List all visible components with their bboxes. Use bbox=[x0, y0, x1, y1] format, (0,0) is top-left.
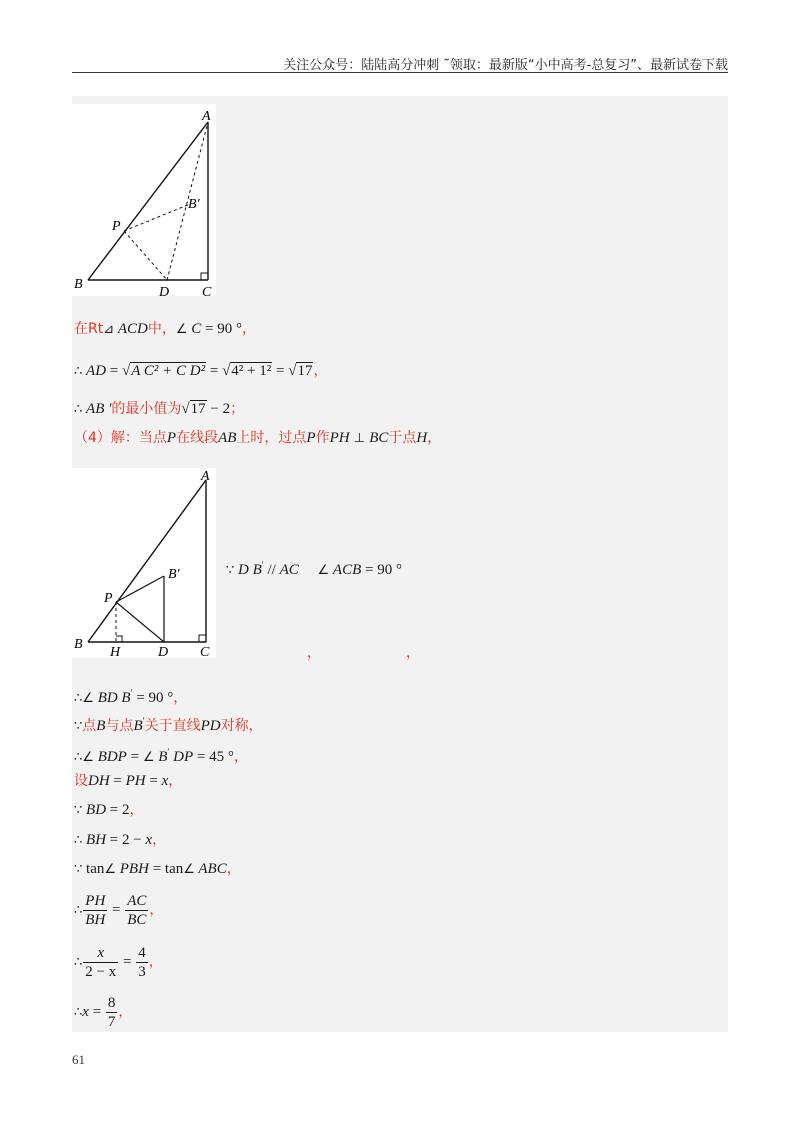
text-bc: BC bbox=[369, 430, 389, 446]
text-x: x bbox=[161, 773, 169, 789]
page-header: 关注公众号：陆陆高分冲刺 ˜领取：最新版“小中高考-总复习”、最新试卷下载 bbox=[283, 58, 728, 73]
sqrt-17: 17 bbox=[190, 401, 206, 417]
step-rt-triangle bbox=[74, 318, 256, 341]
text-part4-intro: （4）解：当点 bbox=[74, 430, 167, 446]
text-let: 设 bbox=[74, 773, 88, 789]
angle-symbol: ∠ bbox=[317, 563, 330, 578]
figure-1 bbox=[72, 104, 216, 296]
eq: = bbox=[119, 954, 136, 970]
prime-mark: ′ bbox=[130, 688, 133, 698]
eq: = bbox=[272, 363, 289, 379]
fig2-label-b-prime: B′ bbox=[168, 567, 180, 582]
punct: ， bbox=[226, 861, 241, 877]
text-ab-prime: AB ′ bbox=[86, 401, 112, 417]
text-bdb: BD B bbox=[93, 690, 131, 706]
fig1-label-p: P bbox=[112, 219, 121, 234]
text-zhong: 中， bbox=[147, 321, 176, 337]
text-eq-90: = 90 ° bbox=[361, 562, 402, 578]
because-symbol: ∵ bbox=[74, 719, 83, 734]
text-eq-2-minus: = 2 − bbox=[106, 832, 146, 848]
punct: ， bbox=[173, 690, 188, 706]
sqrt-17: 17 bbox=[297, 363, 313, 379]
comma-b: ， bbox=[406, 646, 420, 661]
punct: ， bbox=[233, 749, 248, 765]
therefore-symbol: ∴ bbox=[74, 903, 83, 918]
solution-panel bbox=[72, 96, 728, 1032]
figure-1-diagram bbox=[72, 104, 216, 296]
because-symbol: ∵ bbox=[74, 803, 83, 818]
eq: = bbox=[109, 773, 126, 789]
text-tan: tan bbox=[82, 861, 105, 877]
eq: = bbox=[106, 363, 122, 379]
therefore-symbol: ∴ bbox=[74, 402, 83, 417]
punct: ， bbox=[129, 802, 144, 818]
text-zai-rt: 在Rt bbox=[74, 321, 104, 337]
therefore-symbol: ∴ bbox=[74, 691, 83, 706]
page-number: 61 bbox=[72, 1052, 85, 1067]
text-bdp: BDP bbox=[93, 749, 127, 765]
text-bh: BH bbox=[82, 832, 107, 848]
therefore-symbol: ∴ bbox=[74, 955, 83, 970]
eq: = bbox=[145, 773, 162, 789]
text-at-point: 于点 bbox=[388, 430, 417, 446]
eq: = bbox=[88, 1004, 105, 1020]
fig2-label-d: D bbox=[158, 645, 169, 658]
text-eq-45: = 45 ° bbox=[193, 749, 234, 765]
step-angle-45 bbox=[74, 741, 248, 769]
punct: ， bbox=[149, 902, 164, 918]
text-db: D B bbox=[238, 562, 262, 578]
angle-symbol: ∠ bbox=[82, 750, 94, 765]
text-b: B bbox=[154, 749, 168, 765]
text-about-line: 关于直线 bbox=[144, 718, 201, 734]
fig1-label-b-prime: B′ bbox=[188, 197, 200, 212]
prime-mark: ′ bbox=[167, 747, 170, 757]
step-symmetric bbox=[74, 710, 263, 738]
step-part-4 bbox=[74, 427, 441, 450]
fraction-8-7: $\frac{8}{7}$ bbox=[107, 995, 116, 1031]
punct: ， bbox=[313, 363, 328, 379]
perp-symbol: ⊥ bbox=[349, 431, 370, 446]
text-ph: PH bbox=[329, 430, 350, 446]
eq: = bbox=[126, 749, 143, 765]
fig1-label-c: C bbox=[202, 285, 212, 296]
punct: ； bbox=[230, 401, 245, 417]
angle-symbol: ∠ bbox=[82, 691, 94, 706]
step-ratio bbox=[74, 890, 163, 931]
fig2-label-c: C bbox=[200, 645, 210, 658]
sqrt-ac-cd: A C² + C D² bbox=[131, 363, 206, 379]
text-eq-tan: = tan bbox=[148, 861, 184, 877]
step-bh bbox=[74, 829, 166, 852]
fraction-4-3: $\frac{4}{3}$ bbox=[138, 945, 146, 981]
text-h: H bbox=[416, 430, 428, 446]
triangle-symbol: ⊿ bbox=[103, 322, 115, 337]
text-x: x bbox=[145, 832, 153, 848]
prime-mark: ′ bbox=[142, 716, 145, 726]
step-db-parallel-ac bbox=[226, 554, 402, 582]
step-solution bbox=[74, 992, 132, 1033]
punct: ， bbox=[118, 1004, 133, 1020]
therefore-symbol: ∴ bbox=[74, 364, 83, 379]
comma-a: ， bbox=[307, 646, 321, 661]
text-pd: PD bbox=[200, 718, 221, 734]
because-symbol: ∵ bbox=[226, 563, 235, 578]
text-ph: PH bbox=[125, 773, 146, 789]
fig2-label-p: P bbox=[104, 591, 113, 606]
punct: ， bbox=[242, 321, 257, 337]
text-ad: AD bbox=[86, 363, 107, 379]
header-rule bbox=[72, 72, 728, 73]
text-acd: ACD bbox=[117, 321, 148, 337]
therefore-symbol: ∴ bbox=[74, 750, 83, 765]
angle-symbol: ∠ bbox=[142, 750, 155, 765]
text-draw: 作 bbox=[315, 430, 330, 446]
text-b: B bbox=[133, 718, 143, 734]
prime-mark: ′ bbox=[261, 560, 264, 570]
text-point: 点 bbox=[82, 718, 97, 734]
text-acb: ACB bbox=[332, 562, 362, 578]
text-bd: BD bbox=[82, 802, 107, 818]
text-dp: DP bbox=[169, 749, 194, 765]
fraction-ac-bc: $\frac{AC}{BC}$ bbox=[127, 893, 147, 929]
fig2-label-h: H bbox=[110, 645, 121, 658]
fraction-x-2-minus-x: $\frac{x}{2 - x}$ bbox=[85, 945, 117, 981]
punct: ， bbox=[168, 773, 183, 789]
eq: = bbox=[206, 363, 223, 379]
text-c: C bbox=[191, 321, 202, 337]
text-x: x bbox=[82, 1004, 89, 1020]
fig1-label-b: B bbox=[74, 277, 83, 292]
angle-symbol: ∠ bbox=[104, 862, 117, 877]
parallel-symbol: // bbox=[263, 562, 280, 578]
text-p: P bbox=[166, 430, 177, 446]
step-let-x bbox=[74, 770, 182, 792]
step-equation bbox=[74, 942, 163, 983]
text-eq-90: = 90 ° bbox=[201, 321, 243, 337]
fig2-label-a: A bbox=[201, 469, 210, 484]
step-bdb-90 bbox=[74, 682, 187, 710]
minus-2: − 2 bbox=[206, 401, 231, 417]
text-abc: ABC bbox=[194, 861, 227, 877]
text-symmetric: 对称， bbox=[220, 718, 263, 734]
eq: = bbox=[108, 902, 125, 918]
punct: ， bbox=[427, 430, 442, 446]
text-min-value: 的最小值为 bbox=[111, 401, 182, 417]
text-b: B bbox=[96, 718, 106, 734]
figure-2 bbox=[72, 468, 216, 658]
therefore-symbol: ∴ bbox=[74, 833, 83, 848]
figure-2-diagram bbox=[72, 468, 216, 658]
text-ab: AB bbox=[218, 430, 237, 446]
angle-symbol: ∠ bbox=[183, 862, 195, 877]
step-bd-2 bbox=[74, 799, 144, 822]
step-tan bbox=[74, 858, 241, 881]
text-eq-2: = 2 bbox=[106, 802, 130, 818]
text-ac: AC bbox=[279, 562, 299, 578]
step-ab-min: ∴ AB ′的最小值为√17 − 2； bbox=[74, 401, 245, 417]
fig1-label-d: D bbox=[159, 285, 170, 296]
text-p: P bbox=[306, 430, 316, 446]
because-symbol: ∵ bbox=[74, 862, 83, 877]
text-and-point: 与点 bbox=[105, 718, 134, 734]
fig1-label-a: A bbox=[202, 109, 211, 124]
punct: ， bbox=[148, 954, 163, 970]
sqrt-4-1: 4² + 1² bbox=[231, 363, 272, 379]
angle-symbol: ∠ bbox=[175, 322, 188, 337]
text-on-segment: 在线段 bbox=[176, 430, 219, 446]
punct: ， bbox=[152, 832, 167, 848]
therefore-symbol: ∴ bbox=[74, 1005, 83, 1020]
text-through-point: 上时，过点 bbox=[236, 430, 307, 446]
fraction-ph-bh: $\frac{PH}{BH}$ bbox=[85, 893, 106, 929]
text-pbh: PBH bbox=[116, 861, 149, 877]
fig2-label-b: B bbox=[74, 637, 83, 652]
step-ad-length: ∴ AD = √A C² + C D² = √4² + 1² = √17， bbox=[74, 363, 328, 379]
text-eq-90: = 90 ° bbox=[132, 690, 174, 706]
text-dh: DH bbox=[88, 773, 110, 789]
